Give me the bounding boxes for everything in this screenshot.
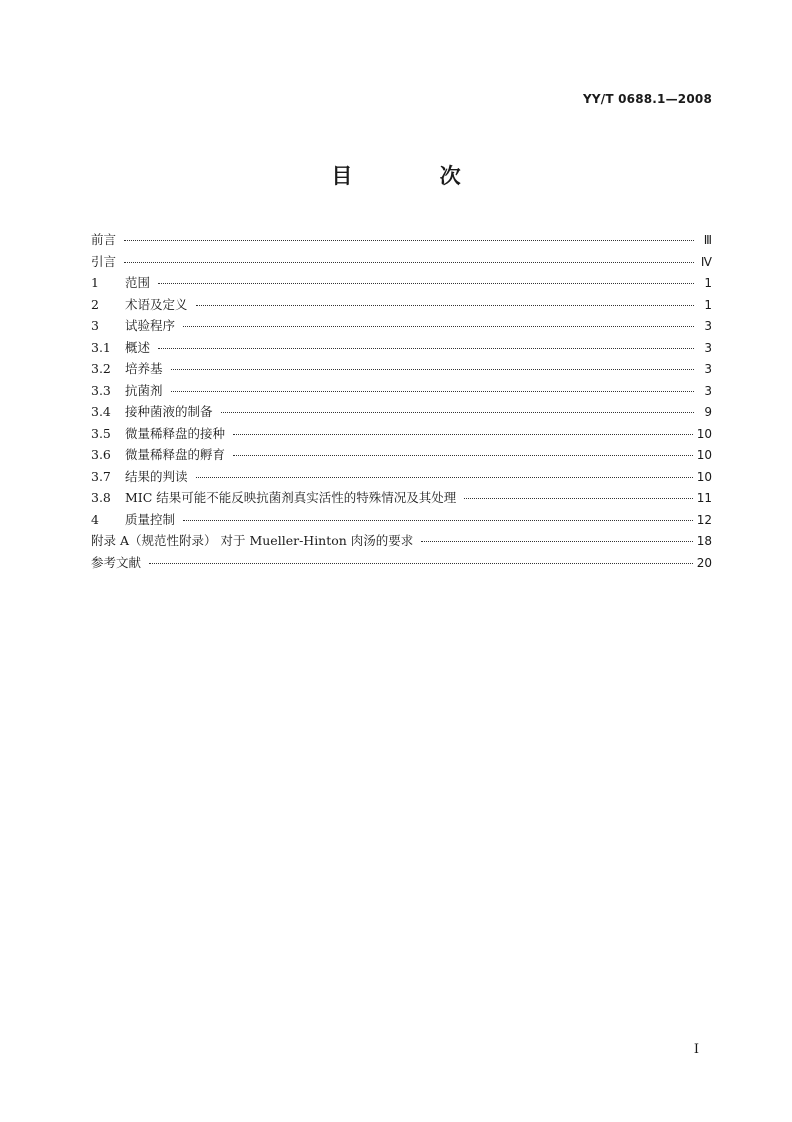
toc-entry-page: 3: [704, 319, 712, 333]
toc-entry-label: 接种菌液的制备: [125, 404, 213, 419]
toc-entry-number: 3.8: [91, 490, 111, 505]
standard-code: YY/T 0688.1—2008: [582, 92, 712, 106]
toc-entry-page: 1: [704, 276, 712, 290]
toc-entry-label: 术语及定义: [125, 296, 188, 312]
toc-entry-page: 11: [696, 491, 712, 505]
toc-entry-number: 3.4: [91, 404, 111, 419]
toc-entry[interactable]: [91, 444, 712, 466]
toc-entry-page: 3: [704, 340, 712, 355]
toc-entry[interactable]: [91, 466, 712, 488]
toc-entry-page: 9: [704, 405, 712, 419]
toc-entry-page: Ⅲ: [703, 233, 712, 247]
toc-entry-number: 4: [91, 511, 99, 527]
toc-entry-page: 10: [696, 426, 712, 441]
toc-entry-number: 3.5: [91, 425, 111, 441]
dot-leader: [158, 282, 694, 284]
dot-leader: [183, 519, 693, 521]
toc-entry-number: 3.3: [91, 382, 111, 398]
toc-entry-label: 前言: [91, 232, 117, 247]
toc-entry[interactable]: [91, 530, 712, 552]
toc-entry-number: 1: [91, 275, 99, 290]
toc-entry-page: 10: [696, 448, 712, 462]
dot-leader: [196, 476, 693, 478]
toc-entry[interactable]: [91, 315, 712, 337]
dot-leader: [221, 411, 694, 413]
toc-entry-number: 3.2: [91, 361, 111, 376]
table-of-contents: [91, 229, 712, 573]
toc-entry[interactable]: [91, 337, 712, 359]
toc-entry-label: 附录 A（规范性附录） 对于 Mueller-Hinton 肉汤的要求: [91, 533, 414, 548]
toc-entry-page: 20: [696, 555, 712, 570]
dot-leader: [171, 390, 694, 392]
dot-leader: [183, 325, 694, 327]
toc-entry-label: 微量稀释盘的孵育: [125, 447, 226, 462]
toc-entry-number: 3.7: [91, 468, 111, 484]
dot-leader: [196, 304, 694, 306]
toc-entry-number: 3.1: [91, 339, 111, 355]
toc-entry-label: MIC 结果可能不能反映抗菌剂真实活性的特殊情况及其处理: [125, 490, 457, 505]
dot-leader: [464, 497, 692, 499]
toc-entry-page: 3: [704, 362, 712, 376]
toc-entry[interactable]: [91, 552, 712, 574]
toc-entry-label: 概述: [125, 339, 151, 355]
toc-entry-label: 范围: [125, 275, 151, 290]
toc-entry-label: 抗菌剂: [125, 382, 163, 398]
dot-leader: [124, 261, 694, 263]
toc-entry-number: 3.6: [91, 447, 111, 462]
toc-entry-page: 12: [696, 512, 712, 527]
dot-leader: [421, 540, 692, 542]
dot-leader: [171, 368, 694, 370]
toc-entry[interactable]: [91, 509, 712, 531]
toc-entry-page: 18: [696, 534, 712, 548]
toc-entry-label: 参考文献: [91, 554, 142, 570]
toc-entry-number: 2: [91, 296, 99, 312]
dot-leader: [158, 347, 694, 349]
toc-entry[interactable]: [91, 294, 712, 316]
toc-entry[interactable]: [91, 358, 712, 380]
toc-entry-page: 10: [696, 469, 712, 484]
toc-entry[interactable]: [91, 229, 712, 251]
toc-entry-label: 培养基: [125, 361, 163, 376]
toc-entry[interactable]: [91, 401, 712, 423]
toc-entry-page: 1: [704, 297, 712, 312]
toc-entry[interactable]: [91, 251, 712, 273]
toc-entry[interactable]: [91, 272, 712, 294]
toc-entry-number: 3: [91, 318, 99, 333]
toc-entry-page: Ⅳ: [700, 254, 712, 269]
toc-entry[interactable]: [91, 380, 712, 402]
toc-entry-label: 试验程序: [125, 318, 176, 333]
toc-entry-label: 结果的判读: [125, 468, 188, 484]
toc-entry[interactable]: [91, 487, 712, 509]
page-title: 目 次: [331, 164, 501, 188]
page-number: I: [693, 1042, 699, 1057]
toc-entry-label: 质量控制: [125, 511, 176, 527]
toc-entry[interactable]: [91, 423, 712, 445]
toc-entry-label: 引言: [91, 253, 117, 269]
toc-entry-page: 3: [704, 383, 712, 398]
toc-entry-label: 微量稀释盘的接种: [125, 425, 226, 441]
dot-leader: [233, 454, 693, 456]
dot-leader: [124, 239, 694, 241]
dot-leader: [233, 433, 693, 435]
dot-leader: [149, 562, 693, 564]
